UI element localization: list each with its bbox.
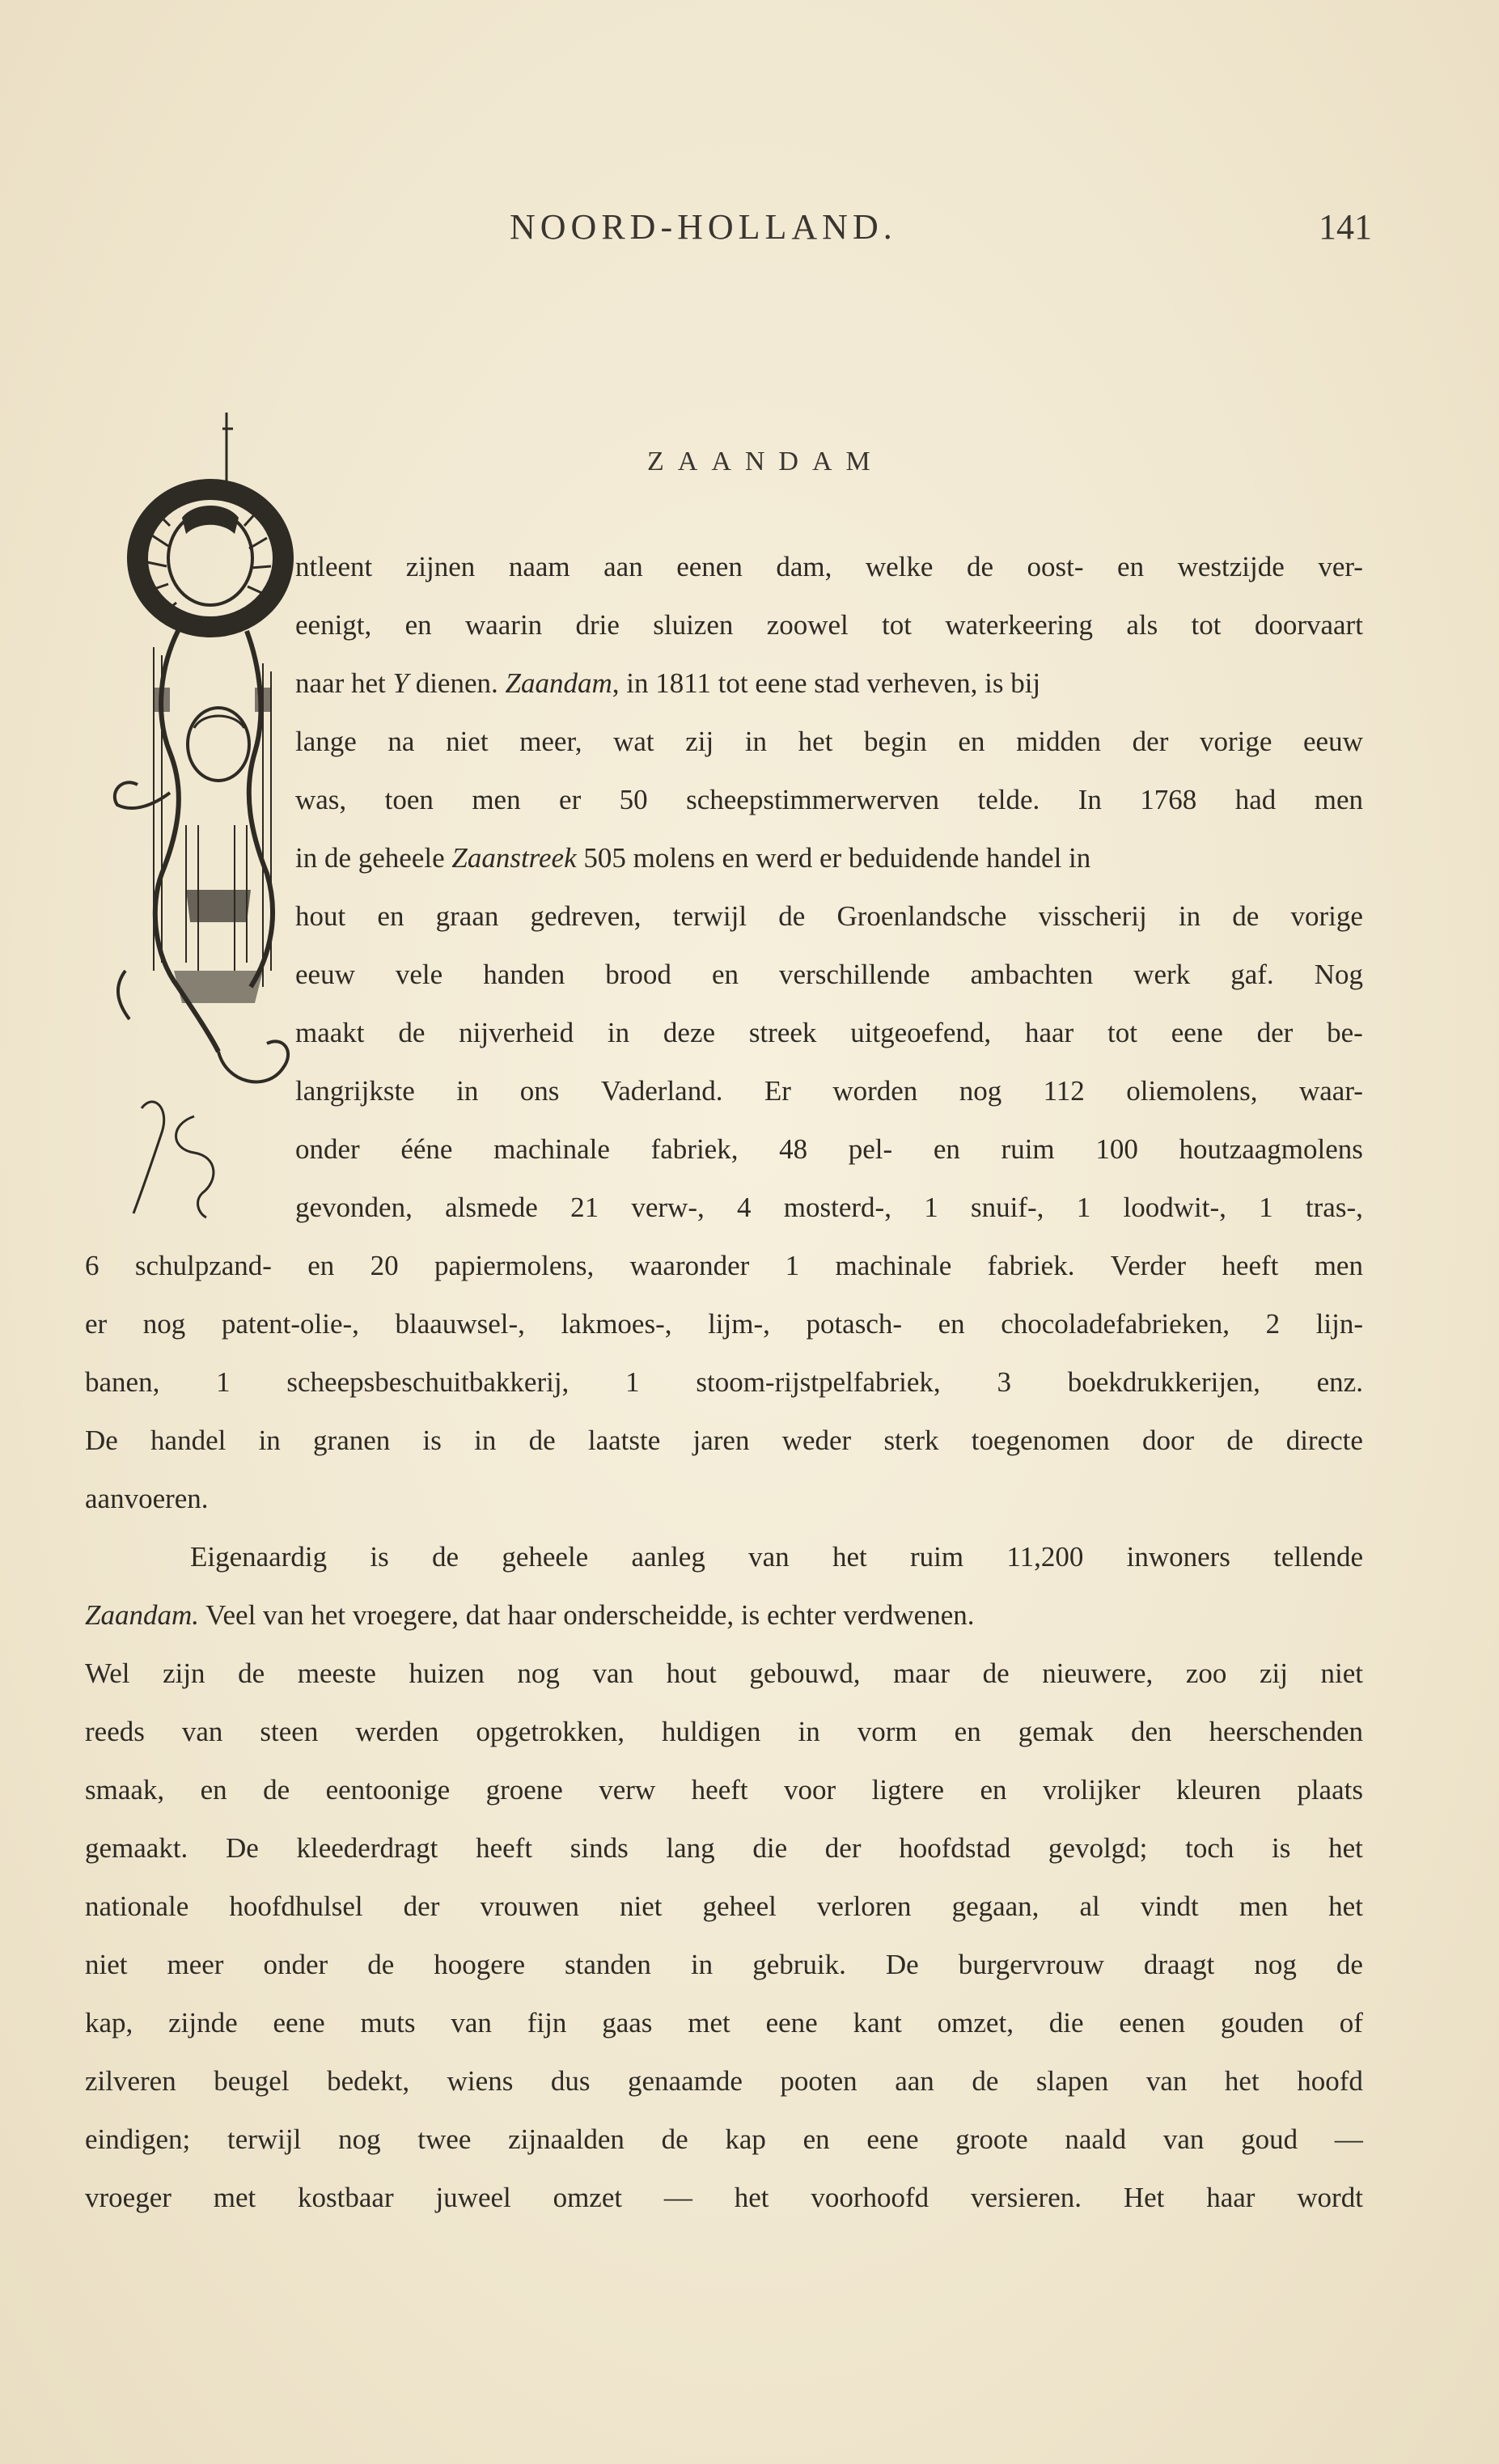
text-line: naar het Y dienen. Zaandam, in 1811 tot eene stad verheven, is bij (295, 667, 1041, 699)
text-line: Zaandam. Veel van het vroegere, dat haar onderscheidde, is echter verdwenen. (85, 1599, 975, 1631)
text-line: reeds van steen werden opgetrokken, huldigen in vorm en gemak den heerschenden (85, 1716, 1363, 1747)
text-line: ntleent zijnen naam aan eenen dam, welke de oost- en westzijde ver- (295, 551, 1363, 582)
text-line: Eigenaardig is de geheele aanleg van het ruim 11,200 inwoners tellende (190, 1541, 1363, 1573)
text-line: De handel in granen is in de laatste jaren weder sterk toegenomen door de directe (85, 1425, 1363, 1456)
text-line: Wel zijn de meeste huizen nog van hout gebouwd, maar de nieuwere, zoo zij niet (85, 1657, 1363, 1689)
text-line: in de geheele Zaanstreek 505 molens en werd er beduidende handel in (295, 842, 1091, 874)
text-line: onder ééne machinale fabriek, 48 pel- en ruim 100 houtzaagmolens (295, 1133, 1363, 1165)
text-line: er nog patent-olie-, blaauwsel-, lakmoes-, lijm-, potasch- en chocoladefabrieken, 2 lijn- (85, 1308, 1363, 1340)
text-line: hout en graan gedreven, terwijl de Groenlandsche visscherij in de vorige (295, 900, 1363, 932)
text-line: lange na niet meer, wat zij in het begin en midden der vorige eeuw (295, 726, 1363, 757)
text-line: vroeger met kostbaar juweel omzet — het voorhoofd versieren. Het haar wordt (85, 2182, 1363, 2213)
text-line: eeuw vele handen brood en verschillende ambachten werk gaf. Nog (295, 959, 1363, 990)
text-line: banen, 1 scheepsbeschuitbakkerij, 1 stoom-rijstpelfabriek, 3 boekdrukkerijen, enz. (85, 1366, 1363, 1398)
text-line: langrijkste in ons Vaderland. Er worden nog 112 oliemolens, waar- (295, 1075, 1363, 1107)
text-line: smaak, en de eentoonige groene verw heeft voor ligtere en vrolijker kleuren plaats (85, 1774, 1363, 1806)
text-line: niet meer onder de hoogere standen in gebruik. De burgervrouw draagt nog de (85, 1949, 1363, 1980)
decorated-initial-icon (105, 404, 299, 1221)
text-line: maakt de nijverheid in deze streek uitgeoefend, haar tot eene der be- (295, 1017, 1363, 1048)
text-line: nationale hoofdhulsel der vrouwen niet geheel verloren gegaan, al vindt men het (85, 1890, 1363, 1922)
page-number: 141 (1319, 207, 1372, 247)
text-line: gevonden, alsmede 21 verw-, 4 mosterd-, 1 snuif-, 1 loodwit-, 1 tras-, (295, 1192, 1363, 1223)
text-line: 6 schulpzand- en 20 papiermolens, waaronder 1 machinale fabriek. Verder heeft men (85, 1250, 1363, 1281)
text-line: kap, zijnde eene muts van fijn gaas met eene kant omzet, die eenen gouden of (85, 2007, 1363, 2039)
running-title: NOORD-HOLLAND. (510, 207, 897, 247)
text-line: gemaakt. De kleederdragt heeft sinds lang die der hoofdstad gevolgd; toch is het (85, 1832, 1363, 1864)
section-title: ZAANDAM (647, 447, 884, 476)
text-line: zilveren beugel bedekt, wiens dus genaamde pooten aan de slapen van het hoofd (85, 2065, 1363, 2097)
text-line: was, toen men er 50 scheepstimmerwerven telde. In 1768 had men (295, 784, 1363, 815)
text-line: eindigen; terwijl nog twee zijnaalden de kap en eene groote naald van goud — (85, 2123, 1363, 2155)
text-line: aanvoeren. (85, 1483, 209, 1514)
text-line: eenigt, en waarin drie sluizen zoowel tot waterkeering als tot doorvaart (295, 609, 1363, 641)
